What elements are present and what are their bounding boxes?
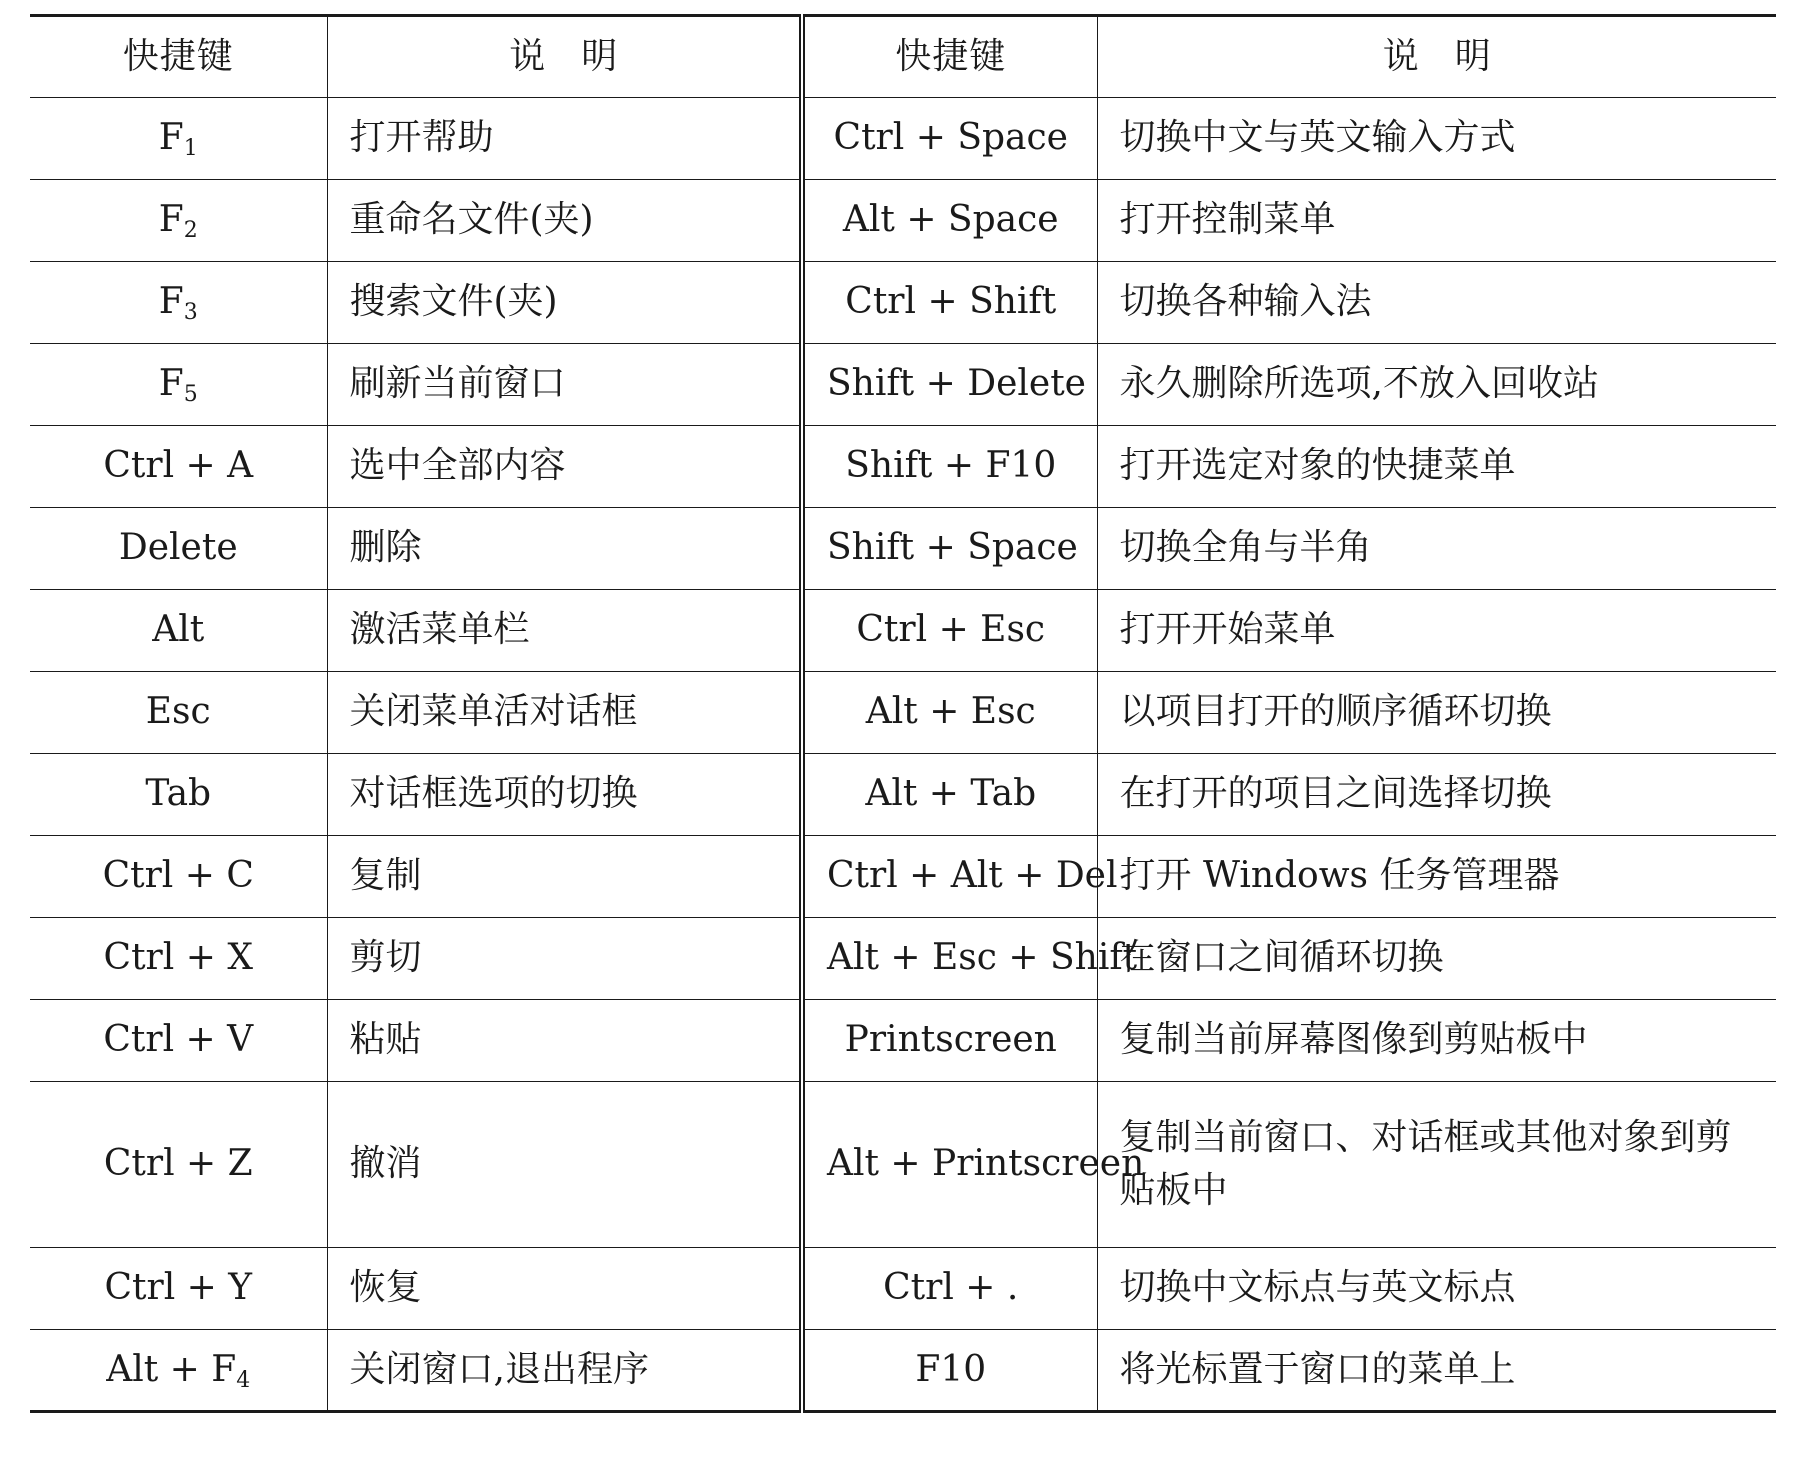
left-shortcut-cell	[30, 754, 327, 836]
left-shortcut-cell	[30, 836, 327, 918]
header-shortcut-left: 快捷键	[30, 16, 327, 98]
right-description-cell: 切换中文与英文输入方式	[1097, 98, 1776, 180]
left-shortcut-cell	[30, 344, 327, 426]
right-description-cell: 打开 Windows 任务管理器	[1097, 836, 1776, 918]
left-description-cell: 重命名文件(夹)	[327, 180, 802, 262]
table-row	[30, 1082, 1776, 1248]
right-shortcut-cell: Alt + Space	[802, 180, 1097, 262]
left-description-cell: 关闭窗口,退出程序	[327, 1330, 802, 1412]
left-description-cell: 搜索文件(夹)	[327, 262, 802, 344]
left-shortcut-cell	[30, 1248, 327, 1330]
right-shortcut-cell: Alt + Printscreen	[802, 1082, 1097, 1248]
left-shortcut-subscript: 4	[236, 1367, 251, 1393]
right-description-cell: 打开选定对象的快捷菜单	[1097, 426, 1776, 508]
left-shortcut-text: Alt + F	[106, 1348, 237, 1390]
right-shortcut-cell: Alt + Tab	[802, 754, 1097, 836]
left-shortcut-text: F	[158, 281, 184, 323]
header-description-left: 说明	[327, 16, 802, 98]
left-shortcut-text: Ctrl + Z	[103, 1143, 253, 1185]
table-body	[30, 98, 1776, 1412]
left-description-cell: 刷新当前窗口	[327, 344, 802, 426]
left-description-cell: 关闭菜单活对话框	[327, 672, 802, 754]
left-shortcut-cell	[30, 262, 327, 344]
left-shortcut-subscript: 3	[183, 300, 198, 326]
left-shortcut-cell	[30, 426, 327, 508]
left-shortcut-text: F	[158, 117, 184, 159]
table-row	[30, 836, 1776, 918]
table-row	[30, 508, 1776, 590]
left-shortcut-cell	[30, 590, 327, 672]
left-shortcut-text: Ctrl + Y	[104, 1267, 253, 1309]
table-row	[30, 426, 1776, 508]
right-shortcut-cell: Shift + Delete	[802, 344, 1097, 426]
left-description-cell: 撤消	[327, 1082, 802, 1248]
table-row	[30, 262, 1776, 344]
left-shortcut-subscript: 2	[183, 218, 198, 244]
table-row	[30, 918, 1776, 1000]
right-description-cell: 切换中文标点与英文标点	[1097, 1248, 1776, 1330]
table-row	[30, 1330, 1776, 1412]
left-shortcut-text: Ctrl + A	[103, 445, 254, 487]
right-description-cell: 复制当前窗口、对话框或其他对象到剪贴板中	[1097, 1082, 1776, 1248]
left-shortcut-cell	[30, 98, 327, 180]
right-shortcut-cell: Ctrl + .	[802, 1248, 1097, 1330]
right-shortcut-cell: Shift + Space	[802, 508, 1097, 590]
left-shortcut-cell	[30, 672, 327, 754]
right-shortcut-cell: Ctrl + Esc	[802, 590, 1097, 672]
header-shortcut-right: 快捷键	[802, 16, 1097, 98]
left-shortcut-cell	[30, 918, 327, 1000]
table-row	[30, 672, 1776, 754]
left-shortcut-text: Ctrl + X	[103, 937, 253, 979]
left-description-cell: 剪切	[327, 918, 802, 1000]
right-shortcut-cell: Ctrl + Shift	[802, 262, 1097, 344]
shortcut-table	[30, 14, 1776, 1413]
right-shortcut-cell: Alt + Esc	[802, 672, 1097, 754]
table-row	[30, 180, 1776, 262]
left-description-cell: 对话框选项的切换	[327, 754, 802, 836]
left-shortcut-text: Ctrl + V	[103, 1019, 254, 1061]
left-shortcut-text: Alt	[152, 609, 205, 651]
table-row	[30, 98, 1776, 180]
right-description-cell: 在窗口之间循环切换	[1097, 918, 1776, 1000]
left-shortcut-text: Ctrl + C	[102, 855, 254, 897]
right-description-cell: 在打开的项目之间选择切换	[1097, 754, 1776, 836]
left-description-cell: 恢复	[327, 1248, 802, 1330]
left-shortcut-cell	[30, 1330, 327, 1412]
right-shortcut-cell: F10	[802, 1330, 1097, 1412]
left-description-cell: 选中全部内容	[327, 426, 802, 508]
right-description-cell: 切换各种输入法	[1097, 262, 1776, 344]
left-description-cell: 打开帮助	[327, 98, 802, 180]
right-description-cell: 打开开始菜单	[1097, 590, 1776, 672]
right-shortcut-cell: Printscreen	[802, 1000, 1097, 1082]
right-description-cell: 切换全角与半角	[1097, 508, 1776, 590]
right-description-cell: 复制当前屏幕图像到剪贴板中	[1097, 1000, 1776, 1082]
table-row	[30, 1000, 1776, 1082]
left-description-cell: 粘贴	[327, 1000, 802, 1082]
header-description-right: 说明	[1097, 16, 1776, 98]
right-shortcut-cell: Ctrl + Alt + Del	[802, 836, 1097, 918]
left-description-cell: 激活菜单栏	[327, 590, 802, 672]
left-shortcut-cell	[30, 1000, 327, 1082]
right-shortcut-cell: Ctrl + Space	[802, 98, 1097, 180]
left-shortcut-subscript: 5	[183, 382, 198, 408]
left-description-cell: 删除	[327, 508, 802, 590]
left-description-cell: 复制	[327, 836, 802, 918]
left-shortcut-subscript: 1	[183, 136, 198, 162]
table-row	[30, 344, 1776, 426]
left-shortcut-text: Esc	[145, 691, 211, 733]
left-shortcut-text: F	[158, 363, 184, 405]
table-header-row	[30, 16, 1776, 98]
table-row	[30, 590, 1776, 672]
right-description-cell: 打开控制菜单	[1097, 180, 1776, 262]
left-shortcut-text: Delete	[118, 527, 238, 569]
right-description-cell: 将光标置于窗口的菜单上	[1097, 1330, 1776, 1412]
left-shortcut-text: Tab	[145, 773, 212, 815]
left-shortcut-text: F	[158, 199, 184, 241]
left-shortcut-cell	[30, 180, 327, 262]
right-description-cell: 永久删除所选项,不放入回收站	[1097, 344, 1776, 426]
left-shortcut-cell	[30, 1082, 327, 1248]
left-shortcut-cell	[30, 508, 327, 590]
right-shortcut-cell: Alt + Esc + Shift	[802, 918, 1097, 1000]
right-shortcut-cell: Shift + F10	[802, 426, 1097, 508]
table-row	[30, 1248, 1776, 1330]
table-row	[30, 754, 1776, 836]
right-description-cell: 以项目打开的顺序循环切换	[1097, 672, 1776, 754]
